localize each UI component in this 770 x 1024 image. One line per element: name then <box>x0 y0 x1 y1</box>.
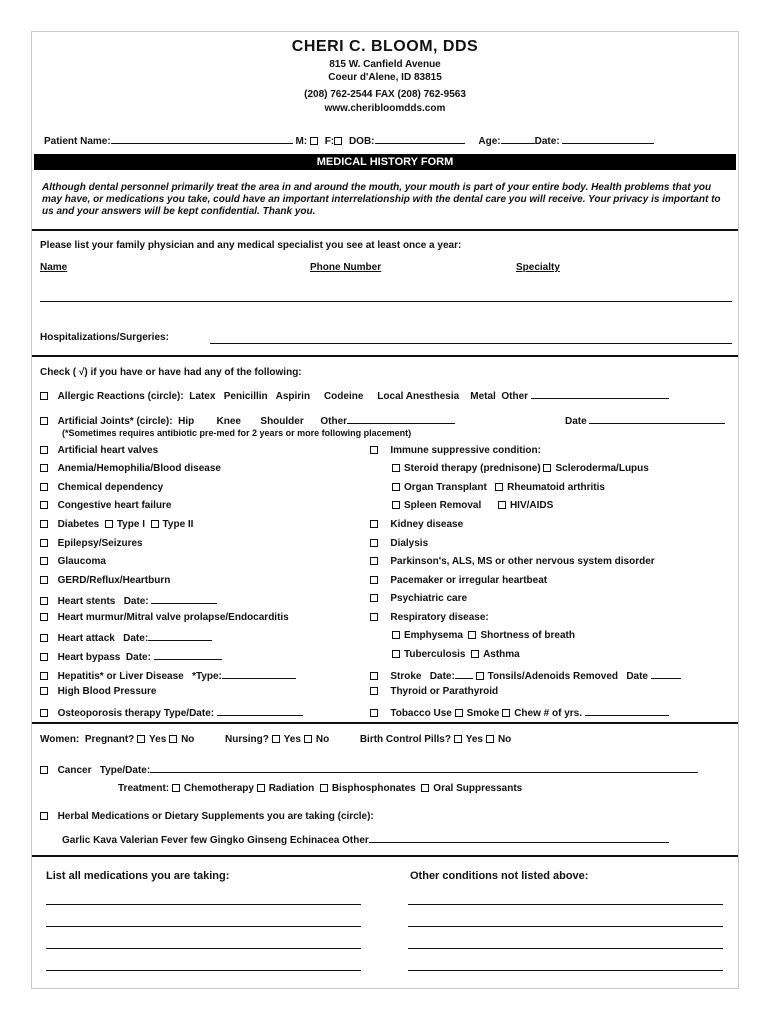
right-item <box>370 556 655 567</box>
allergic-label: Allergic Reactions (circle): <box>57 391 184 402</box>
left-item <box>40 612 289 623</box>
joints-options: Hip Knee Shoulder Other <box>178 416 348 427</box>
item-label: Chemical dependency <box>57 482 164 493</box>
item-checkbox[interactable] <box>370 672 378 680</box>
item-label: Shortness of breath <box>480 630 575 641</box>
left-item <box>40 575 170 586</box>
item-checkbox[interactable] <box>471 650 479 658</box>
form-title-banner: MEDICAL HISTORY FORM <box>34 154 736 170</box>
item-label: Tobacco Use <box>390 708 452 719</box>
oral-label: Oral Suppressants <box>433 783 523 794</box>
nursing-yes-checkbox[interactable] <box>272 735 280 743</box>
item-label: Glaucoma <box>57 556 106 567</box>
stents-date-field[interactable] <box>151 593 217 604</box>
patient-name-label: Patient Name: <box>44 136 111 147</box>
chew-years-field[interactable] <box>585 705 669 716</box>
patient-row <box>44 133 654 147</box>
cancer-type-date-field[interactable] <box>150 762 698 773</box>
age-field[interactable] <box>501 133 535 144</box>
age-label: Age: <box>478 136 501 147</box>
item-label: Emphysema <box>404 630 463 641</box>
divider <box>32 855 738 857</box>
left-item <box>40 500 171 511</box>
form-page <box>31 31 739 989</box>
cancer-row <box>40 762 698 776</box>
medication-line[interactable] <box>46 948 361 949</box>
item-checkbox[interactable] <box>455 709 463 717</box>
right-item <box>370 686 498 697</box>
divider <box>32 355 738 357</box>
no-label: No <box>315 734 330 745</box>
practice-name: CHERI C. BLOOM, DDS <box>291 38 479 55</box>
right-item <box>370 612 489 623</box>
joints-note: (*Sometimes requires antibiotic pre-med for 2 years or more following placement) <box>62 428 412 438</box>
item-checkbox[interactable] <box>370 520 378 528</box>
date-field[interactable] <box>562 133 654 144</box>
allergic-row <box>40 388 669 402</box>
item-label: Smoke <box>466 708 500 719</box>
item-checkbox[interactable] <box>40 709 48 717</box>
left-item <box>40 649 222 663</box>
item-checkbox[interactable] <box>370 687 378 695</box>
stroke-date-field[interactable] <box>455 668 473 679</box>
item-checkbox[interactable] <box>40 520 48 528</box>
right-item <box>370 538 428 549</box>
item-checkbox[interactable] <box>40 501 48 509</box>
right-item <box>370 593 467 604</box>
radiation-label: Radiation <box>268 783 315 794</box>
item-checkbox[interactable] <box>40 464 48 472</box>
hepatitis-type-field[interactable] <box>222 668 296 679</box>
item-label: GERD/Reflux/Heartburn <box>57 575 171 586</box>
radiation-checkbox[interactable] <box>257 784 265 792</box>
item-checkbox[interactable] <box>498 501 506 509</box>
item-label: Artificial heart valves <box>57 445 159 456</box>
item-label: Spleen Removal <box>404 500 482 511</box>
medication-line[interactable] <box>46 926 361 927</box>
item-checkbox[interactable] <box>40 576 48 584</box>
allergic-other-field[interactable] <box>531 388 669 399</box>
herbal-options: Garlic Kava Valerian Fever few Gingko Ginseng Echinacea Other <box>62 835 369 846</box>
cancer-label: Cancer Type/Date: <box>57 765 151 776</box>
chemo-checkbox[interactable] <box>172 784 180 792</box>
bisphos-label: Bisphosphonates <box>331 783 416 794</box>
type1-label: Type I <box>116 519 145 530</box>
other-conditions-label: Other conditions not listed above: <box>410 870 589 882</box>
bypass-date-field[interactable] <box>154 649 222 660</box>
divider <box>32 722 738 724</box>
birth-yes-checkbox[interactable] <box>454 735 462 743</box>
item-checkbox[interactable] <box>392 483 400 491</box>
other-condition-line[interactable] <box>408 904 723 905</box>
herbal-other-field[interactable] <box>369 832 669 843</box>
item-label: Congestive heart failure <box>57 500 172 511</box>
right-item <box>392 463 649 474</box>
item-checkbox[interactable] <box>543 464 551 472</box>
left-item <box>40 686 156 697</box>
item-checkbox[interactable] <box>40 483 48 491</box>
treatment-row <box>118 783 522 794</box>
no-label: No <box>497 734 512 745</box>
item-checkbox[interactable] <box>370 576 378 584</box>
address-line-2: Coeur d'Alene, ID 83815 <box>328 72 442 83</box>
allergic-options: Latex Penicillin Aspirin Codeine Local Anesthesia Metal Other <box>189 391 529 402</box>
oral-checkbox[interactable] <box>421 784 429 792</box>
item-label: Diabetes <box>57 519 100 530</box>
yes-label: Yes <box>149 734 167 745</box>
item-label: Heart stents Date: <box>57 596 149 607</box>
check-prompt: Check ( √) if you have or have had any of the following: <box>40 367 302 378</box>
joints-date-label: Date <box>565 416 587 427</box>
item-label: Anemia/Hemophilia/Blood disease <box>57 463 221 474</box>
item-label: Thyroid or Parathyroid <box>390 686 499 697</box>
col-name-header: Name <box>40 262 68 273</box>
joints-row <box>40 413 455 427</box>
item-checkbox[interactable] <box>370 613 378 621</box>
pregnant-label: Women: Pregnant? <box>40 734 135 745</box>
item-label: Epilepsy/Seizures <box>57 538 143 549</box>
osteoporosis-field[interactable] <box>217 705 303 716</box>
other-condition-line[interactable] <box>408 926 723 927</box>
no-label: No <box>181 734 195 745</box>
col-phone-header: Phone Number <box>310 262 382 273</box>
item-label: Heart murmur/Mitral valve prolapse/Endocarditis <box>57 612 289 623</box>
left-item <box>40 538 143 549</box>
right-item <box>392 630 575 641</box>
dob-field[interactable] <box>375 133 465 144</box>
website: www.cheribloomdds.com <box>324 103 446 114</box>
right-item <box>370 519 463 530</box>
right-item <box>392 500 553 511</box>
item-label: HIV/AIDS <box>509 500 554 511</box>
right-item <box>370 668 681 682</box>
joints-date <box>565 413 725 427</box>
left-item <box>40 519 193 530</box>
item-label: Psychiatric care <box>390 593 468 604</box>
chemo-label: Chemotherapy <box>183 783 254 794</box>
bisphos-checkbox[interactable] <box>320 784 328 792</box>
item-checkbox[interactable] <box>392 501 400 509</box>
herbal-options-row <box>62 832 669 846</box>
item-label: Dialysis <box>390 538 429 549</box>
hospitalizations-field[interactable] <box>210 343 732 344</box>
cancer-checkbox[interactable] <box>40 766 48 774</box>
women-row <box>40 734 511 745</box>
item-checkbox[interactable] <box>40 613 48 621</box>
nursing-label: Nursing? <box>224 734 269 745</box>
dob-label: DOB: <box>348 136 375 147</box>
physician-entry-line[interactable] <box>40 301 732 302</box>
item-checkbox[interactable] <box>40 446 48 454</box>
left-item <box>40 463 221 474</box>
item-label: Hepatitis* or Liver Disease *Type: <box>57 671 222 682</box>
item-checkbox[interactable] <box>495 483 503 491</box>
medication-line[interactable] <box>46 970 361 971</box>
item-label: Heart bypass Date: <box>57 652 151 663</box>
nursing-no-checkbox[interactable] <box>304 735 312 743</box>
type2-checkbox[interactable] <box>151 520 159 528</box>
item-checkbox[interactable] <box>476 672 484 680</box>
herbal-checkbox[interactable] <box>40 812 48 820</box>
right-item <box>370 705 669 719</box>
left-item <box>40 482 163 493</box>
item-label: Steroid therapy (prednisone) <box>404 463 541 474</box>
item-label: Pacemaker or irregular heartbeat <box>390 575 548 586</box>
address-line-1: 815 W. Canfield Avenue <box>329 59 441 70</box>
other-condition-line[interactable] <box>408 970 723 971</box>
item-label: Scleroderma/Lupus <box>555 463 649 474</box>
right-item <box>370 575 547 586</box>
item-checkbox[interactable] <box>392 464 400 472</box>
yes-label: Yes <box>465 734 483 745</box>
item-label: Immune suppressive condition: <box>390 445 541 456</box>
item-checkbox[interactable] <box>370 594 378 602</box>
item-checkbox[interactable] <box>392 650 400 658</box>
item-label: Heart attack Date: <box>57 633 149 644</box>
divider <box>32 229 738 231</box>
right-item <box>370 445 541 456</box>
joints-date-field[interactable] <box>589 413 725 424</box>
treatment-label: Treatment: <box>118 783 170 794</box>
medications-label: List all medications you are taking: <box>46 870 230 882</box>
item-checkbox[interactable] <box>370 446 378 454</box>
joints-checkbox[interactable] <box>40 417 48 425</box>
left-item <box>40 705 303 719</box>
yes-label: Yes <box>283 734 301 745</box>
item-label: High Blood Pressure <box>57 686 157 697</box>
item-label: Parkinson's, ALS, MS or other nervous system disorder <box>390 556 655 567</box>
item-checkbox[interactable] <box>370 709 378 717</box>
left-item <box>40 593 217 607</box>
female-label: F: <box>324 136 335 147</box>
herbal-row <box>40 811 374 822</box>
male-checkbox[interactable] <box>310 137 318 145</box>
intro-text: Although dental personnel primarily treat the area in and around the mouth, your mouth is part of your entire body. Health problems that you may have, or medications you take, could have an important interrelationship with the dental care you will receive. Your privacy is important to us and your answers will be kept confidential. Thank you. <box>42 182 721 217</box>
item-label: Osteoporosis therapy Type/Date: <box>57 708 215 719</box>
tonsils-date-field[interactable] <box>651 668 681 679</box>
joints-label: Artificial Joints* (circle): <box>57 416 173 427</box>
heart-attack-date-field[interactable] <box>148 630 212 641</box>
joints-other-field[interactable] <box>347 413 455 424</box>
item-checkbox[interactable] <box>40 597 48 605</box>
item-checkbox[interactable] <box>40 539 48 547</box>
allergic-checkbox[interactable] <box>40 392 48 400</box>
item-label: Chew # of yrs. <box>514 708 583 719</box>
pregnant-no-checkbox[interactable] <box>169 735 177 743</box>
birth-no-checkbox[interactable] <box>486 735 494 743</box>
left-item <box>40 630 212 644</box>
left-item <box>40 556 106 567</box>
item-checkbox[interactable] <box>502 709 510 717</box>
item-label: Tonsils/Adenoids Removed Date <box>487 671 648 682</box>
item-label: Organ Transplant <box>404 482 487 493</box>
female-checkbox[interactable] <box>334 137 342 145</box>
male-label: M: <box>295 136 308 147</box>
medication-line[interactable] <box>46 904 361 905</box>
date-label: Date: <box>534 136 560 147</box>
col-specialty-header: Specialty <box>516 262 560 273</box>
left-item <box>40 445 158 456</box>
other-condition-line[interactable] <box>408 948 723 949</box>
item-label: Kidney disease <box>390 519 464 530</box>
item-checkbox[interactable] <box>392 631 400 639</box>
left-item <box>40 668 296 682</box>
hospitalizations-label: Hospitalizations/Surgeries: <box>40 332 169 343</box>
item-checkbox[interactable] <box>40 653 48 661</box>
item-checkbox[interactable] <box>40 634 48 642</box>
patient-name-field[interactable] <box>111 133 293 144</box>
pregnant-yes-checkbox[interactable] <box>137 735 145 743</box>
item-label: Respiratory disease: <box>390 612 489 623</box>
right-item <box>392 482 605 493</box>
item-checkbox[interactable] <box>468 631 476 639</box>
item-checkbox[interactable] <box>40 557 48 565</box>
physician-prompt: Please list your family physician and any medical specialist you see at least once a year: <box>40 240 462 251</box>
type2-label: Type II <box>162 519 194 530</box>
item-checkbox[interactable] <box>370 557 378 565</box>
item-label: Stroke Date: <box>390 671 455 682</box>
birth-control-label: Birth Control Pills? <box>359 734 451 745</box>
herbal-label: Herbal Medications or Dietary Supplements you are taking (circle): <box>57 811 374 822</box>
item-label: Rheumatoid arthritis <box>507 482 605 493</box>
item-label: Tuberculosis <box>404 649 466 660</box>
item-checkbox[interactable] <box>370 539 378 547</box>
right-item <box>392 649 520 660</box>
item-checkbox[interactable] <box>40 687 48 695</box>
item-label: Asthma <box>483 649 520 660</box>
phone-fax: (208) 762-2544 FAX (208) 762-9563 <box>304 89 466 100</box>
item-checkbox[interactable] <box>40 672 48 680</box>
type1-checkbox[interactable] <box>105 520 113 528</box>
